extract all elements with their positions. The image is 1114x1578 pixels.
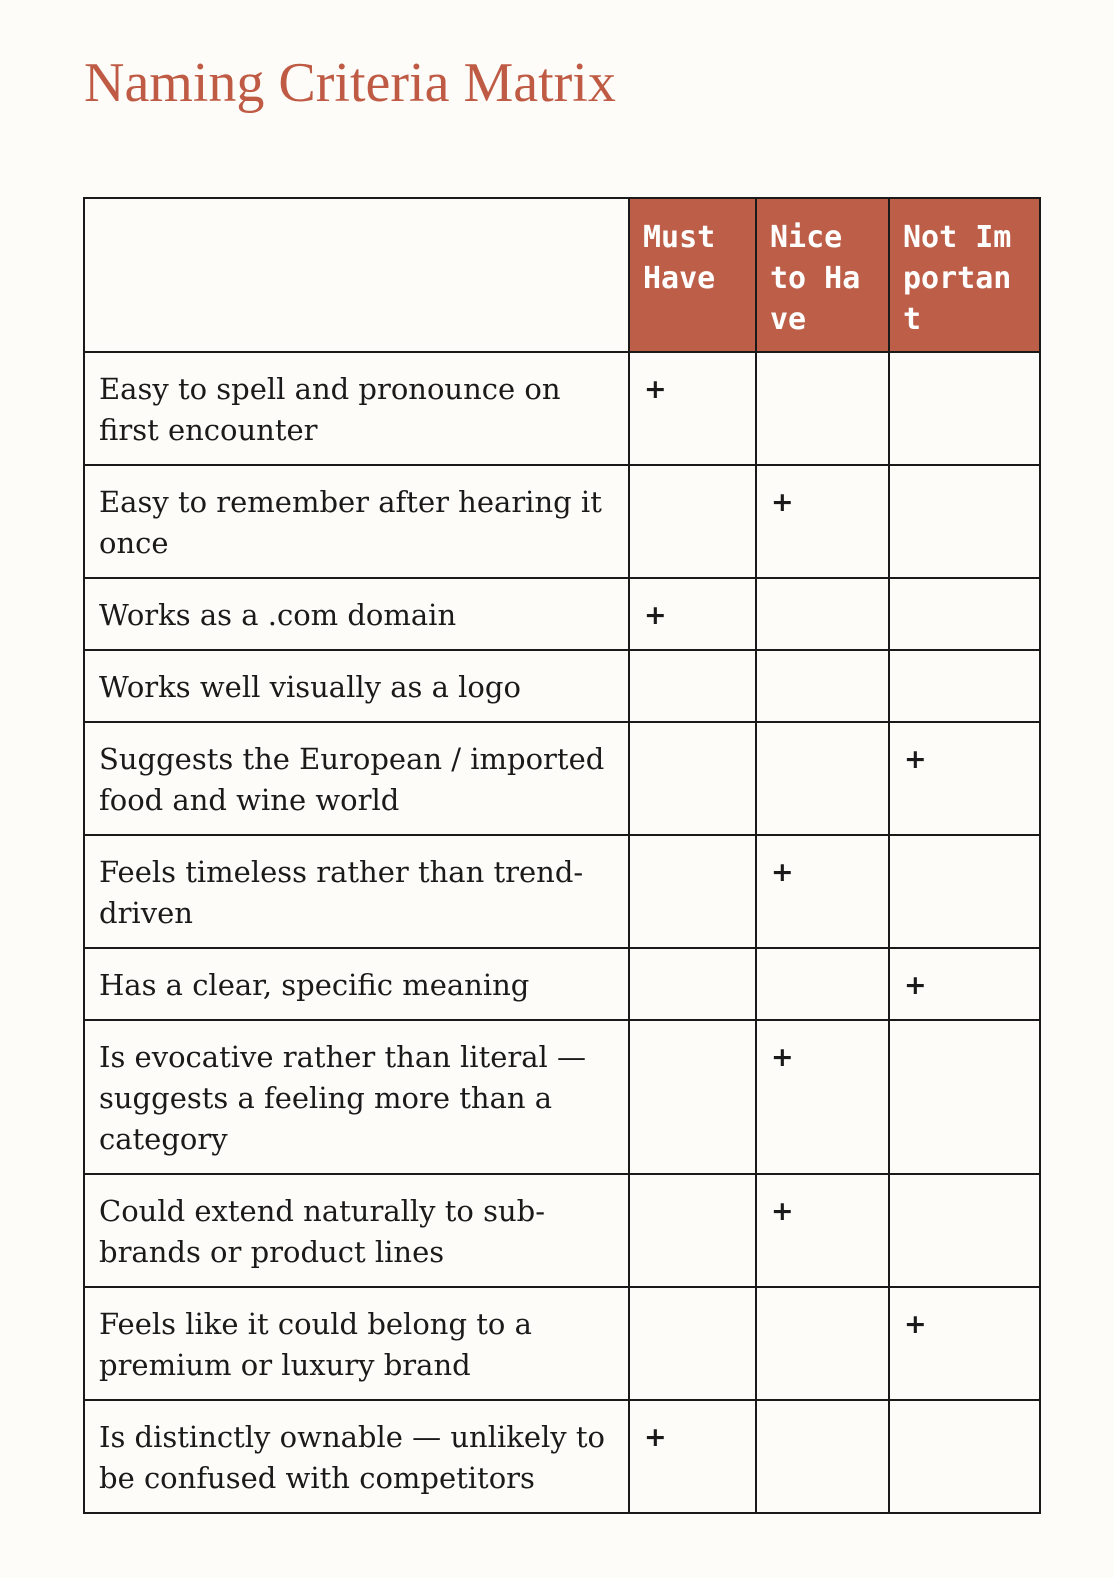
must-have-cell xyxy=(629,465,756,578)
criterion-cell: Easy to remember after hearing it once xyxy=(84,465,629,578)
table-row xyxy=(84,465,1040,578)
not-important-cell xyxy=(889,465,1040,578)
not-important-cell xyxy=(889,1400,1040,1513)
column-header-not-important: Not Important xyxy=(889,198,1040,352)
not-important-cell: + xyxy=(889,1287,1040,1400)
must-have-cell: + xyxy=(629,578,756,650)
criteria-matrix-table xyxy=(83,197,1041,1514)
not-important-cell xyxy=(889,1174,1040,1287)
not-important-cell xyxy=(889,650,1040,722)
must-have-cell xyxy=(629,948,756,1020)
nice-to-have-cell xyxy=(756,948,889,1020)
table-row xyxy=(84,835,1040,948)
not-important-cell xyxy=(889,578,1040,650)
criterion-cell: Is evocative rather than literal — suggests a feeling more than a category xyxy=(84,1020,629,1174)
must-have-cell: + xyxy=(629,1400,756,1513)
must-have-cell xyxy=(629,722,756,835)
must-have-cell xyxy=(629,650,756,722)
not-important-cell xyxy=(889,1020,1040,1174)
table-row xyxy=(84,1287,1040,1400)
nice-to-have-cell: + xyxy=(756,1020,889,1174)
nice-to-have-cell xyxy=(756,650,889,722)
criterion-cell: Is distinctly ownable — unlikely to be confused with competitors xyxy=(84,1400,629,1513)
must-have-cell xyxy=(629,835,756,948)
not-important-cell xyxy=(889,352,1040,465)
nice-to-have-cell: + xyxy=(756,835,889,948)
table-row xyxy=(84,1174,1040,1287)
not-important-cell: + xyxy=(889,948,1040,1020)
must-have-cell xyxy=(629,1020,756,1174)
table-row xyxy=(84,352,1040,465)
nice-to-have-cell xyxy=(756,722,889,835)
table-row xyxy=(84,948,1040,1020)
nice-to-have-cell: + xyxy=(756,465,889,578)
nice-to-have-cell xyxy=(756,1400,889,1513)
page-title: Naming Criteria Matrix xyxy=(84,52,616,114)
column-header-must-have: Must Have xyxy=(629,198,756,352)
must-have-cell xyxy=(629,1287,756,1400)
table-row xyxy=(84,650,1040,722)
criterion-cell: Easy to spell and pronounce on first encounter xyxy=(84,352,629,465)
criterion-cell: Feels like it could belong to a premium or luxury brand xyxy=(84,1287,629,1400)
criterion-cell: Works well visually as a logo xyxy=(84,650,629,722)
table-row xyxy=(84,722,1040,835)
criterion-cell: Has a clear, specific meaning xyxy=(84,948,629,1020)
must-have-cell: + xyxy=(629,352,756,465)
column-header-nice-to-have: Nice to Have xyxy=(756,198,889,352)
nice-to-have-cell xyxy=(756,1287,889,1400)
nice-to-have-cell: + xyxy=(756,1174,889,1287)
not-important-cell xyxy=(889,835,1040,948)
header-row xyxy=(84,198,1040,352)
criterion-cell: Could extend naturally to sub-brands or product lines xyxy=(84,1174,629,1287)
table-row xyxy=(84,578,1040,650)
criterion-cell: Works as a .com domain xyxy=(84,578,629,650)
nice-to-have-cell xyxy=(756,578,889,650)
must-have-cell xyxy=(629,1174,756,1287)
criterion-cell: Feels timeless rather than trend-driven xyxy=(84,835,629,948)
corner-cell xyxy=(84,198,629,352)
nice-to-have-cell xyxy=(756,352,889,465)
table-row xyxy=(84,1400,1040,1513)
table-row xyxy=(84,1020,1040,1174)
not-important-cell: + xyxy=(889,722,1040,835)
criterion-cell: Suggests the European / imported food and wine world xyxy=(84,722,629,835)
